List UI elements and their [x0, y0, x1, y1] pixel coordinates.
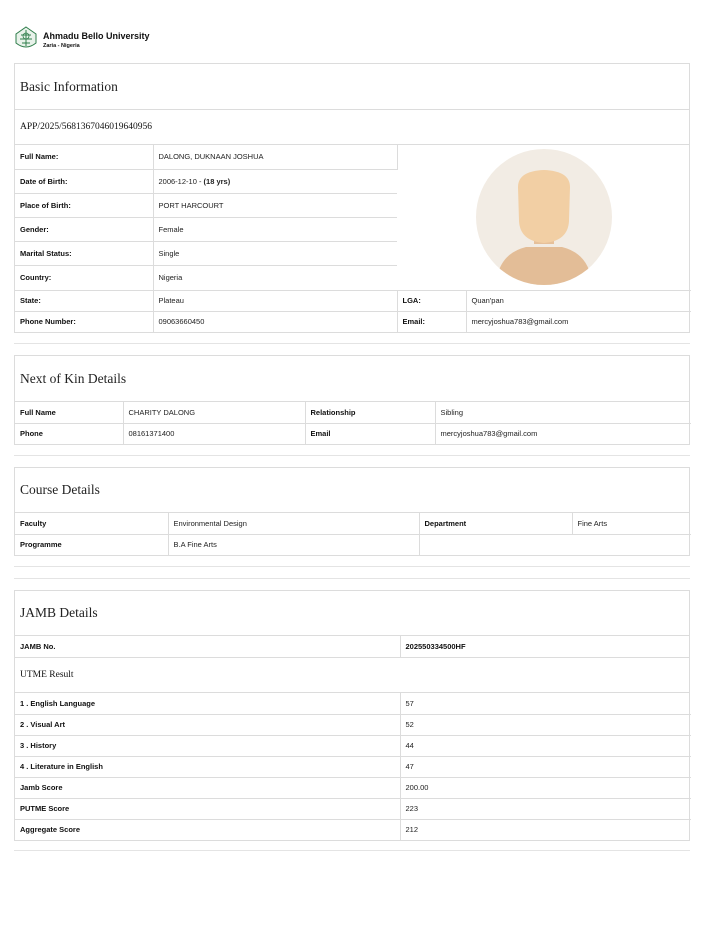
- basic-info-table: [15, 145, 691, 332]
- faculty-label: Faculty: [15, 513, 168, 534]
- subject-label: 1 . English Language: [15, 693, 400, 714]
- table-row: [15, 735, 691, 756]
- course-table: [15, 513, 691, 555]
- department-label: Department: [419, 513, 572, 534]
- utme-result-table: [15, 693, 691, 840]
- subject-label: 2 . Visual Art: [15, 714, 400, 735]
- programme-value: B.A Fine Arts: [168, 534, 419, 555]
- jamb-score-value: 200.00: [400, 777, 691, 798]
- table-row: [15, 402, 691, 423]
- course-details-section: [14, 467, 690, 556]
- table-row: [15, 756, 691, 777]
- table-row: [15, 798, 691, 819]
- table-row: [15, 819, 691, 840]
- country-label: Country:: [15, 265, 153, 290]
- gender-value: Female: [153, 217, 397, 241]
- kin-email-label: Email: [305, 423, 435, 444]
- divider: [14, 578, 690, 579]
- department-value: Fine Arts: [572, 513, 691, 534]
- section-title: Next of Kin Details: [15, 356, 689, 402]
- state-value: Plateau: [153, 290, 397, 311]
- subject-score: 57: [400, 693, 691, 714]
- aggregate-score-label: Aggregate Score: [15, 819, 400, 840]
- table-row: [15, 636, 691, 657]
- subject-score: 52: [400, 714, 691, 735]
- section-title: Basic Information: [15, 64, 689, 110]
- kin-phone-label: Phone: [15, 423, 123, 444]
- marital-status-value: Single: [153, 241, 397, 265]
- university-logo-icon: [14, 26, 38, 52]
- aggregate-score-value: 212: [405, 825, 419, 835]
- email-label: Email:: [397, 311, 466, 332]
- putme-score-value: 223: [400, 798, 691, 819]
- table-row: [15, 145, 691, 169]
- table-row: [15, 693, 691, 714]
- table-row: [15, 311, 691, 332]
- empty-cell: [419, 534, 691, 555]
- dob-label: Date of Birth:: [15, 169, 153, 193]
- relationship-value: Sibling: [435, 402, 691, 423]
- subject-score: 44: [400, 735, 691, 756]
- full-name-label: Full Name:: [15, 145, 153, 169]
- subject-label: 4 . Literature in English: [15, 756, 400, 777]
- lga-label: LGA:: [397, 290, 466, 311]
- phone-value: 09063660450: [153, 311, 397, 332]
- divider: [14, 850, 690, 851]
- marital-status-label: Marital Status:: [15, 241, 153, 265]
- section-title: JAMB Details: [15, 591, 689, 636]
- user-silhouette-icon: [476, 149, 612, 285]
- table-row: [15, 513, 691, 534]
- lga-value: Quan'pan: [466, 290, 691, 311]
- programme-label: Programme: [15, 534, 168, 555]
- faculty-value: Environmental Design: [168, 513, 419, 534]
- header: [14, 26, 150, 56]
- jamb-details-section: [14, 590, 690, 841]
- application-number: APP/2025/56813670460196409​56: [15, 110, 689, 145]
- subject-label: 3 . History: [15, 735, 400, 756]
- jamb-no-value: 202550334500HF: [405, 642, 466, 651]
- avatar: [476, 149, 612, 285]
- basic-information-section: [14, 63, 690, 333]
- photo-cell: [397, 145, 691, 290]
- utme-result-title: UTME Result: [15, 657, 689, 693]
- divider: [14, 343, 690, 344]
- table-row: [15, 423, 691, 444]
- dob-value: 2006-12-10 - (18 yrs): [153, 169, 397, 193]
- section-title: Course Details: [15, 468, 689, 513]
- kin-email-value: mercyjoshua783@gmail.com: [440, 429, 538, 439]
- phone-label: Phone Number:: [15, 311, 153, 332]
- kin-phone-value: 08161371400: [123, 423, 305, 444]
- table-row: [15, 534, 691, 555]
- place-of-birth-label: Place of Birth:: [15, 193, 153, 217]
- divider: [14, 455, 690, 456]
- jamb-number-table: [15, 636, 691, 657]
- putme-score-label: PUTME Score: [15, 798, 400, 819]
- next-of-kin-section: [14, 355, 690, 445]
- university-name: Ahmadu Bello University: [43, 31, 150, 41]
- full-name-value: DALONG, DUKNAAN JOSHUA: [153, 145, 397, 169]
- table-row: [15, 777, 691, 798]
- subject-score: 47: [400, 756, 691, 777]
- gender-label: Gender:: [15, 217, 153, 241]
- table-row: [15, 290, 691, 311]
- place-of-birth-value: PORT HARCOURT: [153, 193, 397, 217]
- state-label: State:: [15, 290, 153, 311]
- table-row: [15, 714, 691, 735]
- country-value: Nigeria: [153, 265, 397, 290]
- email-value: mercyjoshua783@gmail.com: [471, 317, 569, 327]
- kin-table: [15, 402, 691, 444]
- jamb-no-label: JAMB No.: [15, 636, 400, 657]
- divider: [14, 566, 690, 567]
- relationship-label: Relationship: [305, 402, 435, 423]
- kin-name-label: Full Name: [15, 402, 123, 423]
- kin-name-value: CHARITY DALONG: [123, 402, 305, 423]
- university-location: Zaria - Nigeria: [43, 43, 80, 49]
- jamb-score-label: Jamb Score: [15, 777, 400, 798]
